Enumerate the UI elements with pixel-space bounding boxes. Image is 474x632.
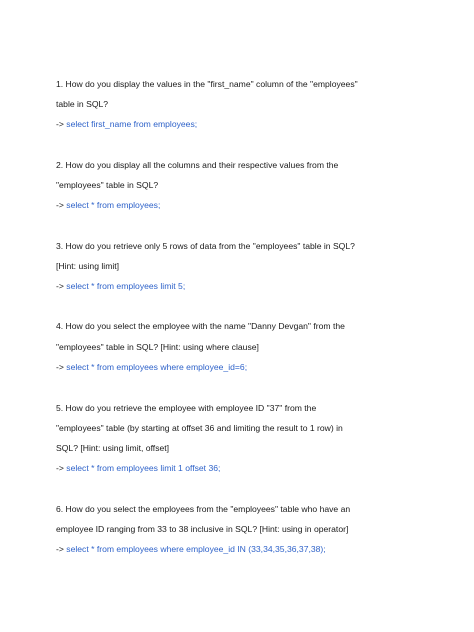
answer-1 [56, 118, 197, 130]
answer-arrow: -> [56, 544, 67, 554]
answer-arrow: -> [56, 119, 67, 129]
question-3-line-2: [Hint: using limit] [56, 261, 120, 271]
answer-arrow: -> [56, 281, 67, 291]
question-1-line-1: 1. How do you display the values in the "first_name" column of the "employees" [56, 79, 358, 89]
question-2-line-2: "employees" table in SQL? [56, 180, 159, 190]
answer-2-sql: select * from employees; [66, 200, 161, 210]
question-3-line-1: 3. How do you retrieve only 5 rows of data from the "employees" table in SQL? [56, 241, 355, 251]
question-5-line-2: "employees" table (by starting at offset 36 and limiting the result to 1 row) in [56, 423, 343, 433]
answer-4 [56, 361, 247, 373]
question-4-line-2: "employees" table in SQL? [Hint: using where clause] [56, 342, 259, 352]
answer-4-sql: select * from employees where employee_id=6; [66, 362, 248, 372]
answer-6-sql: select * from employees where employee_id IN (33,34,35,36,37,38); [66, 544, 326, 554]
question-2-line-1: 2. How do you display all the columns and their respective values from the [56, 160, 339, 170]
question-6-line-2: employee ID ranging from 33 to 38 inclusive in SQL? [Hint: using in operator] [56, 524, 349, 534]
answer-3-sql: select * from employees limit 5; [66, 281, 186, 291]
question-1-line-2: table in SQL? [56, 99, 109, 109]
answer-1-sql: select first_name from employees; [66, 119, 198, 129]
question-6-line-1: 6. How do you select the employees from the "employees" table who have an [56, 504, 351, 514]
answer-5 [56, 462, 220, 474]
answer-3 [56, 280, 185, 292]
answer-arrow: -> [56, 362, 67, 372]
answer-6 [56, 543, 326, 555]
answer-2 [56, 199, 160, 211]
question-4-line-1: 4. How do you select the employee with the name "Danny Devgan" from the [56, 321, 345, 331]
answer-arrow: -> [56, 200, 67, 210]
answer-5-sql: select * from employees limit 1 offset 36; [66, 463, 221, 473]
question-5-line-3: SQL? [Hint: using limit, offset] [56, 443, 170, 453]
answer-arrow: -> [56, 463, 67, 473]
question-5-line-1: 5. How do you retrieve the employee with employee ID "37" from the [56, 403, 317, 413]
